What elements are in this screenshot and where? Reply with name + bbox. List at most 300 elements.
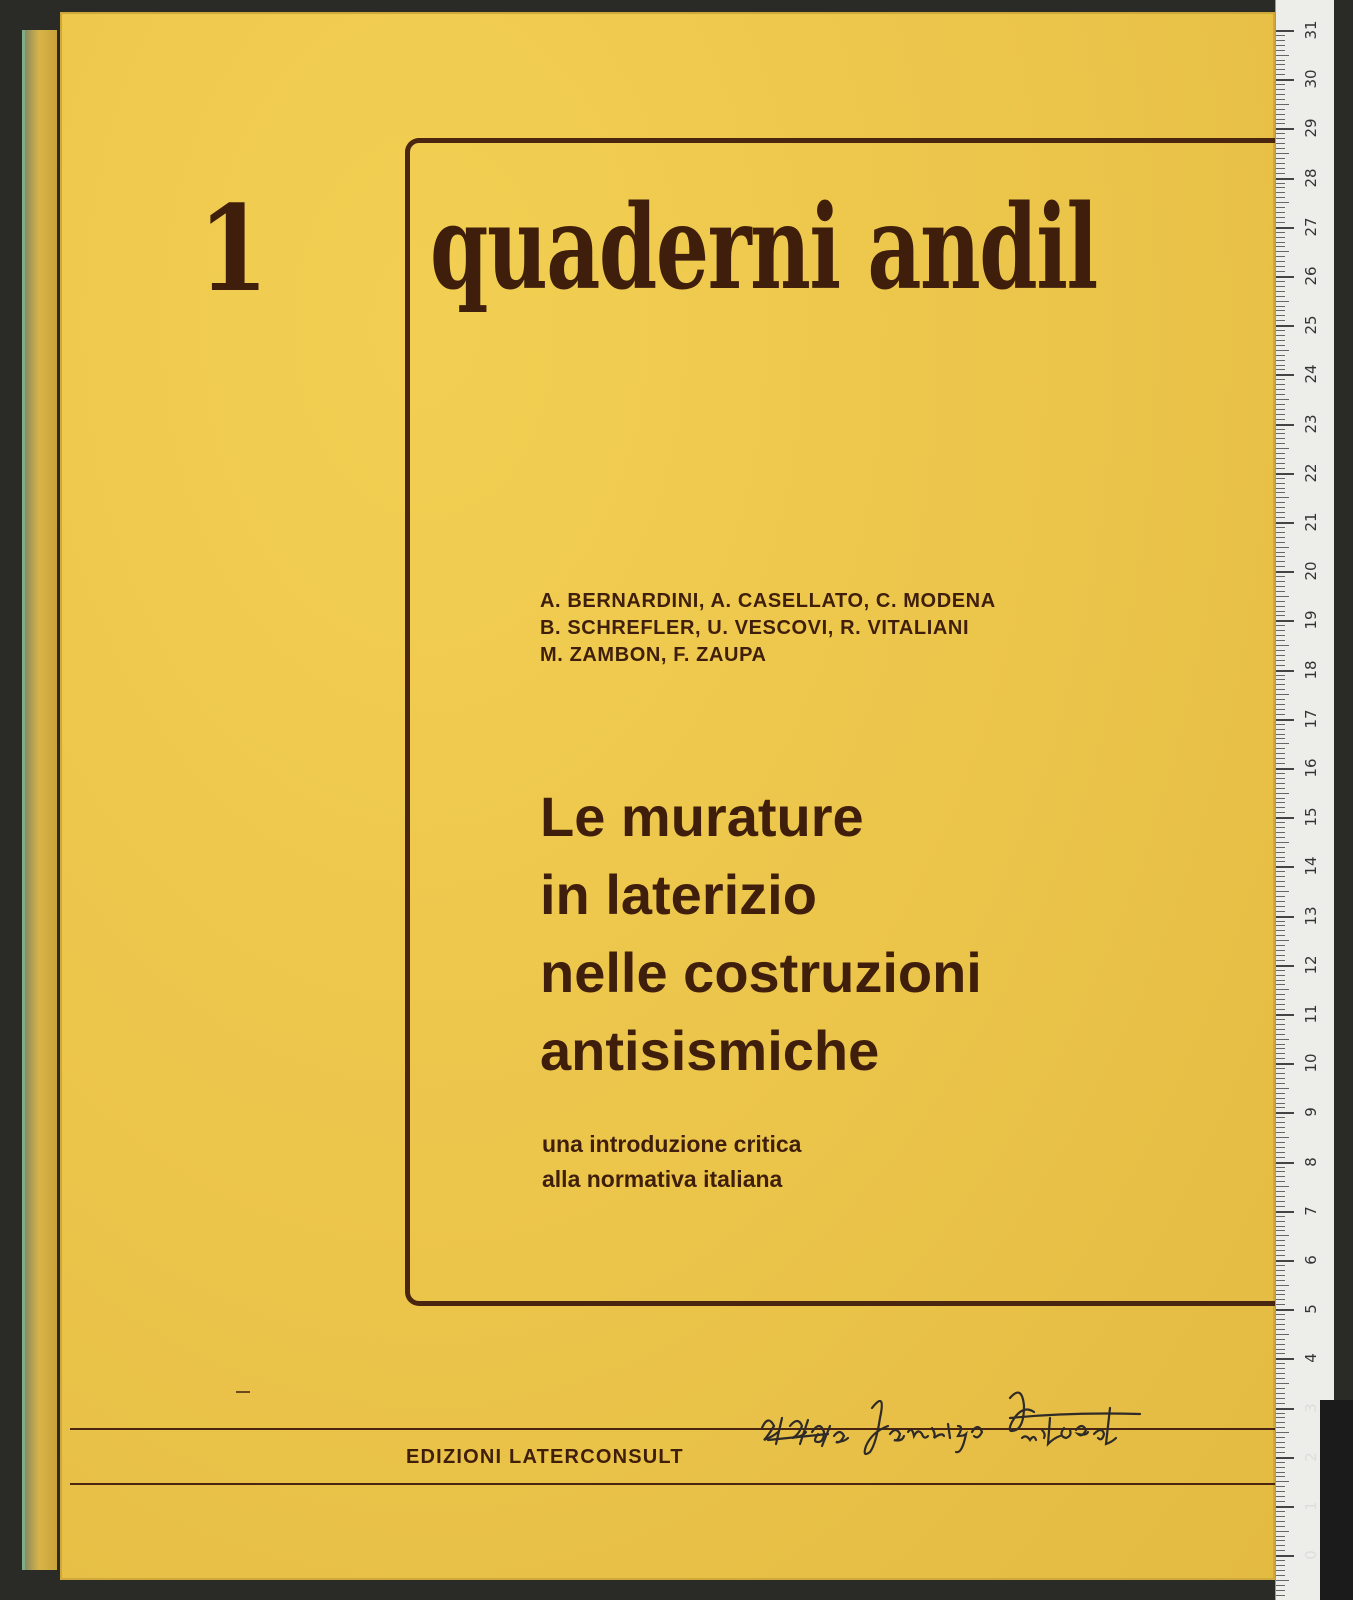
- ruler-tick-minor: [1276, 512, 1285, 513]
- ruler-tick-minor: [1276, 975, 1285, 976]
- ruler-tick-minor: [1276, 330, 1285, 331]
- ruler-tick-minor: [1276, 143, 1285, 144]
- ruler-tick-minor: [1276, 773, 1285, 774]
- ruler-tick-minor: [1276, 665, 1285, 666]
- ruler-tick-minor: [1276, 1585, 1285, 1586]
- ruler-tick-minor: [1276, 911, 1285, 912]
- ruler-tick-label: 5: [1302, 1304, 1320, 1314]
- ruler-tick-label: 10: [1302, 1053, 1320, 1073]
- ruler-tick-minor: [1276, 896, 1285, 897]
- ruler-tick-minor: [1276, 1093, 1285, 1094]
- ruler-tick-minor: [1276, 438, 1285, 439]
- ruler-tick-label: 29: [1302, 118, 1320, 138]
- author-line: B. SCHREFLER, U. VESCOVI, R. VITALIANI: [540, 617, 970, 639]
- ruler-tick-minor: [1276, 1152, 1285, 1153]
- ruler-tick-minor: [1276, 886, 1285, 887]
- ruler-tick-minor: [1276, 994, 1285, 995]
- ruler-tick-minor: [1276, 310, 1285, 311]
- ruler-tick-minor: [1276, 1442, 1285, 1443]
- ruler-tick-minor: [1276, 173, 1285, 174]
- ruler-tick-label: 21: [1302, 512, 1320, 532]
- ruler-tick-minor: [1276, 1127, 1285, 1128]
- ruler-tick-label: 8: [1302, 1156, 1320, 1167]
- ruler-tick-minor: [1276, 1053, 1285, 1054]
- ruler-tick-minor: [1276, 1383, 1289, 1384]
- ruler-tick-minor: [1276, 40, 1285, 41]
- ruler-tick-minor: [1276, 660, 1285, 661]
- ruler-tick-major: [1276, 916, 1294, 918]
- ruler-tick-minor: [1276, 640, 1285, 641]
- ruler-tick-minor: [1276, 891, 1289, 892]
- ruler-tick-minor: [1276, 291, 1285, 292]
- ruler-tick-minor: [1276, 734, 1285, 735]
- ruler-tick-minor: [1276, 635, 1285, 636]
- ruler-tick-minor: [1276, 906, 1285, 907]
- ruler-tick-minor: [1276, 1167, 1285, 1168]
- ruler-tick-minor: [1276, 458, 1285, 459]
- title-line: nelle costruzioni: [540, 941, 982, 1004]
- ruler-tick-minor: [1276, 1324, 1285, 1325]
- ruler-tick-minor: [1276, 881, 1285, 882]
- ruler-tick-minor: [1276, 306, 1285, 307]
- ruler-tick-minor: [1276, 1565, 1285, 1566]
- ruler-tick-minor: [1276, 1447, 1285, 1448]
- ruler-tick-label: 4: [1302, 1353, 1320, 1364]
- ruler-tick-minor: [1276, 1290, 1285, 1291]
- ruler-tick-minor: [1276, 655, 1285, 656]
- ruler-tick-minor: [1276, 645, 1289, 646]
- ruler-tick-minor: [1276, 798, 1285, 799]
- bottom-rule: [70, 1483, 1275, 1485]
- ruler-tick-minor: [1276, 1098, 1285, 1099]
- ruler-tick-minor: [1276, 738, 1285, 739]
- ruler-tick-label: 23: [1302, 414, 1320, 434]
- ruler-tick-minor: [1276, 1270, 1285, 1271]
- ruler-tick-minor: [1276, 1088, 1289, 1089]
- ruler-tick-minor: [1276, 463, 1285, 464]
- ruler-tick-minor: [1276, 409, 1285, 410]
- ruler-tick-minor: [1276, 517, 1285, 518]
- title-line: antisismiche: [540, 1019, 880, 1082]
- ruler-tick-minor: [1276, 1536, 1285, 1537]
- ruler-tick-minor: [1276, 1024, 1285, 1025]
- ruler-tick-minor: [1276, 212, 1285, 213]
- ruler-tick-minor: [1276, 1186, 1289, 1187]
- ruler-tick-minor: [1276, 64, 1285, 65]
- ruler-tick-major: [1276, 670, 1294, 672]
- ruler-tick-minor: [1276, 207, 1285, 208]
- ruler-tick-minor: [1276, 1068, 1285, 1069]
- ruler-tick-minor: [1276, 940, 1289, 941]
- ruler-tick-minor: [1276, 1107, 1285, 1108]
- ruler-tick-minor: [1276, 1398, 1285, 1399]
- ruler-tick-minor: [1276, 1250, 1285, 1251]
- ruler-tick-minor: [1276, 163, 1285, 164]
- ruler-tick-label: 11: [1302, 1004, 1320, 1024]
- ruler-tick-minor: [1276, 980, 1285, 981]
- ruler-tick-minor: [1276, 1462, 1285, 1463]
- ruler-tick-minor: [1276, 261, 1285, 262]
- ruler-tick-minor: [1276, 1304, 1285, 1305]
- ruler-tick-minor: [1276, 615, 1285, 616]
- ruler-tick-minor: [1276, 1103, 1285, 1104]
- ruler-tick-minor: [1276, 1334, 1289, 1335]
- ruler-tick-minor: [1276, 847, 1285, 848]
- subtitle: [542, 1127, 801, 1197]
- ruler-tick-label: 14: [1302, 856, 1320, 876]
- ruler-tick-minor: [1276, 365, 1285, 366]
- ruler-tick-minor: [1276, 945, 1285, 946]
- ruler-tick-minor: [1276, 989, 1289, 990]
- ruler-tick-minor: [1276, 296, 1285, 297]
- ruler-tick-minor: [1276, 679, 1285, 680]
- ruler-tick-minor: [1276, 138, 1285, 139]
- ruler-tick-minor: [1276, 1240, 1285, 1241]
- ruler-tick-minor: [1276, 1363, 1285, 1364]
- ruler-tick-minor: [1276, 748, 1285, 749]
- ruler-tick-minor: [1276, 581, 1285, 582]
- subtitle-line: alla normativa italiana: [542, 1166, 783, 1192]
- ruler-tick-minor: [1276, 901, 1285, 902]
- ruler-tick-major: [1276, 1309, 1294, 1311]
- ruler-tick-minor: [1276, 1157, 1285, 1158]
- ruler-tick-minor: [1276, 1467, 1285, 1468]
- ruler-tick-label: 3: [1302, 1402, 1320, 1413]
- ruler-tick-minor: [1276, 45, 1285, 46]
- ruler-tick-minor: [1276, 1117, 1285, 1118]
- ruler-tick-minor: [1276, 1029, 1285, 1030]
- ruler-tick-minor: [1276, 675, 1285, 676]
- ruler-tick-minor: [1276, 1314, 1285, 1315]
- ruler-tick-minor: [1276, 1181, 1285, 1182]
- ruler-tick-minor: [1276, 1560, 1285, 1561]
- ruler-tick-minor: [1276, 1422, 1285, 1423]
- ruler-tick-major: [1276, 620, 1294, 622]
- ruler-tick-label: 26: [1302, 266, 1320, 286]
- ruler-tick-major: [1276, 965, 1294, 967]
- ruler-tick-minor: [1276, 999, 1285, 1000]
- ruler-tick-major: [1276, 79, 1294, 81]
- ruler-tick-minor: [1276, 1580, 1289, 1581]
- ruler-tick-minor: [1276, 419, 1285, 420]
- ruler-tick-minor: [1276, 1339, 1285, 1340]
- ruler-tick-major: [1276, 374, 1294, 376]
- ruler-tick-minor: [1276, 1196, 1285, 1197]
- ruler-tick-minor: [1276, 197, 1285, 198]
- ruler-tick-major: [1276, 1408, 1294, 1410]
- ruler-tick-minor: [1276, 532, 1285, 533]
- ruler-tick-minor: [1276, 89, 1285, 90]
- authors: [540, 588, 996, 669]
- ruler-tick-minor: [1276, 217, 1285, 218]
- ruler-tick-minor: [1276, 842, 1289, 843]
- ruler-tick-label: 24: [1302, 364, 1320, 384]
- ruler-tick-minor: [1276, 1255, 1285, 1256]
- ruler-tick-minor: [1276, 753, 1285, 754]
- ruler-tick-minor: [1276, 827, 1285, 828]
- ruler-tick-major: [1276, 1211, 1294, 1213]
- ruler-tick-minor: [1276, 1329, 1285, 1330]
- ruler-tick-minor: [1276, 822, 1285, 823]
- ruler-tick-minor: [1276, 1452, 1285, 1453]
- ruler-tick-minor: [1276, 1073, 1285, 1074]
- ruler-tick-minor: [1276, 1044, 1285, 1045]
- ruler-tick-label: 20: [1302, 561, 1320, 581]
- ruler-tick-label: 25: [1302, 315, 1320, 335]
- ruler-tick-minor: [1276, 1393, 1285, 1394]
- ruler-tick-label: 2: [1302, 1452, 1320, 1462]
- ruler-tick-minor: [1276, 1353, 1285, 1354]
- ruler-tick-minor: [1276, 714, 1285, 715]
- ruler-tick-minor: [1276, 1280, 1285, 1281]
- ruler-tick-minor: [1276, 778, 1285, 779]
- ruler-tick-minor: [1276, 970, 1285, 971]
- ruler-tick-minor: [1276, 925, 1285, 926]
- ruler-tick-minor: [1276, 704, 1285, 705]
- ruler-tick-minor: [1276, 724, 1285, 725]
- ruler-tick-minor: [1276, 1083, 1285, 1084]
- ruler-tick-minor: [1276, 601, 1285, 602]
- ruler-tick-minor: [1276, 379, 1285, 380]
- ruler-tick-minor: [1276, 689, 1285, 690]
- ruler-tick-minor: [1276, 1526, 1285, 1527]
- ruler-tick-label: 28: [1302, 168, 1320, 188]
- ruler-tick-minor: [1276, 876, 1285, 877]
- ruler-tick-minor: [1276, 1373, 1285, 1374]
- ruler-tick-minor: [1276, 1230, 1285, 1231]
- ruler-tick-minor: [1276, 709, 1285, 710]
- ruler-tick-minor: [1276, 183, 1285, 184]
- ruler-tick-minor: [1276, 542, 1285, 543]
- ruler-tick-major: [1276, 1162, 1294, 1164]
- ruler-tick-label: 15: [1302, 807, 1320, 827]
- ruler-tick-minor: [1276, 955, 1285, 956]
- ruler-tick-minor: [1276, 1516, 1285, 1517]
- ruler-tick-major: [1276, 1112, 1294, 1114]
- ruler-tick-minor: [1276, 35, 1285, 36]
- ruler-tick-minor: [1276, 1413, 1285, 1414]
- ruler-tick-minor: [1276, 1545, 1285, 1546]
- ruler-tick-major: [1276, 1555, 1294, 1557]
- ruler-tick-major: [1276, 1358, 1294, 1360]
- ruler-tick-minor: [1276, 1319, 1285, 1320]
- ruler-tick-minor: [1276, 556, 1285, 557]
- ruler-tick-minor: [1276, 453, 1285, 454]
- ruler-tick-minor: [1276, 1481, 1289, 1482]
- ruler-tick-minor: [1276, 384, 1285, 385]
- ruler-tick-minor: [1276, 202, 1289, 203]
- ruler-tick-minor: [1276, 443, 1285, 444]
- ruler-tick-minor: [1276, 1285, 1289, 1286]
- ruler-tick-minor: [1276, 1132, 1285, 1133]
- ruler-tick-label: 17: [1302, 709, 1320, 729]
- ruler-tick-major: [1276, 719, 1294, 721]
- ruler-tick-minor: [1276, 350, 1289, 351]
- ruler-tick-minor: [1276, 1226, 1285, 1227]
- ruler-tick-minor: [1276, 1039, 1289, 1040]
- ruler-tick-minor: [1276, 478, 1285, 479]
- ruler-tick-label: 19: [1302, 610, 1320, 630]
- ruler-tick-minor: [1276, 1058, 1285, 1059]
- ruler-tick-minor: [1276, 1595, 1285, 1596]
- ruler-tick-label: 12: [1302, 955, 1320, 975]
- ruler-tick-major: [1276, 571, 1294, 573]
- ruler-tick-minor: [1276, 527, 1285, 528]
- title-line: in laterizio: [540, 863, 817, 926]
- ruler-tick-minor: [1276, 50, 1285, 51]
- ruler-tick-minor: [1276, 788, 1285, 789]
- ruler-tick-minor: [1276, 286, 1285, 287]
- ruler-tick-minor: [1276, 389, 1285, 390]
- ruler-tick-minor: [1276, 232, 1285, 233]
- ruler-tick-minor: [1276, 1486, 1285, 1487]
- ruler-tick-minor: [1276, 950, 1285, 951]
- ruler-tick-minor: [1276, 758, 1285, 759]
- ruler-tick-minor: [1276, 1368, 1285, 1369]
- ruler-tick-minor: [1276, 335, 1285, 336]
- ruler-tick-minor: [1276, 1349, 1285, 1350]
- ruler-tick-minor: [1276, 606, 1285, 607]
- ruler-tick-minor: [1276, 743, 1289, 744]
- ruler-tick-minor: [1276, 699, 1285, 700]
- ruler-tick-label: 16: [1302, 758, 1320, 778]
- ruler-tick-minor: [1276, 547, 1289, 548]
- ruler-tick-minor: [1276, 1019, 1285, 1020]
- ruler-tick-minor: [1276, 1221, 1285, 1222]
- ruler-tick-minor: [1276, 414, 1285, 415]
- ruler-end: [1320, 1400, 1353, 1600]
- ruler-tick-minor: [1276, 281, 1285, 282]
- ruler-tick-minor: [1276, 1048, 1285, 1049]
- ruler-tick-minor: [1276, 315, 1285, 316]
- ruler-tick-minor: [1276, 793, 1289, 794]
- ruler-tick-minor: [1276, 301, 1289, 302]
- series-title: quaderni andil: [430, 180, 1097, 316]
- ruler-tick-minor: [1276, 448, 1289, 449]
- ruler-tick-minor: [1276, 94, 1285, 95]
- ruler-tick-minor: [1276, 857, 1285, 858]
- ruler-tick-minor: [1276, 694, 1289, 695]
- ruler-tick-minor: [1276, 537, 1285, 538]
- ruler-tick-minor: [1276, 148, 1285, 149]
- author-line: A. BERNARDINI, A. CASELLATO, C. MODENA: [540, 590, 996, 612]
- ruler-tick-minor: [1276, 1540, 1285, 1541]
- ruler-tick-minor: [1276, 596, 1289, 597]
- ruler-tick-minor: [1276, 1299, 1285, 1300]
- ruler-tick-minor: [1276, 246, 1285, 247]
- ruler-tick-minor: [1276, 1575, 1285, 1576]
- publisher-name: EDIZIONI LATERCONSULT: [406, 1446, 684, 1468]
- ruler-tick-minor: [1276, 1378, 1285, 1379]
- subtitle-line: una introduzione critica: [542, 1131, 802, 1157]
- ruler-tick-minor: [1276, 1403, 1285, 1404]
- ruler-tick-major: [1276, 1063, 1294, 1065]
- ruler-tick-minor: [1276, 611, 1285, 612]
- ruler-tick-minor: [1276, 1009, 1285, 1010]
- ruler-tick-minor: [1276, 502, 1285, 503]
- ruler-tick-minor: [1276, 399, 1289, 400]
- ruler-tick-minor: [1276, 119, 1285, 120]
- issue-number: 1: [198, 179, 269, 318]
- ruler-tick-minor: [1276, 1245, 1285, 1246]
- ruler-tick-minor: [1276, 242, 1285, 243]
- ruler-tick-minor: [1276, 586, 1285, 587]
- ruler-tick-minor: [1276, 1531, 1289, 1532]
- ruler-tick-minor: [1276, 55, 1289, 56]
- ruler-tick-label: 27: [1302, 217, 1320, 237]
- ruler-tick-minor: [1276, 1171, 1285, 1172]
- ruler-tick-minor: [1276, 1078, 1285, 1079]
- ruler-tick-minor: [1276, 256, 1285, 257]
- ruler-tick-minor: [1276, 369, 1285, 370]
- ruler-tick-minor: [1276, 591, 1285, 592]
- ruler-tick-label: 7: [1302, 1206, 1320, 1216]
- ruler-tick-minor: [1276, 852, 1285, 853]
- ruler-tick-minor: [1276, 1590, 1285, 1591]
- ruler-tick-minor: [1276, 1235, 1289, 1236]
- ruler-tick-major: [1276, 1506, 1294, 1508]
- ruler-tick-label: 30: [1302, 69, 1320, 89]
- book-spine: [22, 30, 57, 1570]
- dash-mark: [236, 1391, 250, 1393]
- ruler-tick-minor: [1276, 650, 1285, 651]
- ruler-tick-label: 9: [1302, 1107, 1320, 1118]
- ruler-tick-minor: [1276, 251, 1289, 252]
- ruler-tick-minor: [1276, 930, 1285, 931]
- ruler-tick-major: [1276, 276, 1294, 278]
- ruler-tick-minor: [1276, 1417, 1285, 1418]
- ruler-tick-major: [1276, 1260, 1294, 1262]
- ruler-tick-minor: [1276, 266, 1285, 267]
- ruler-tick-major: [1276, 1014, 1294, 1016]
- ruler-tick-minor: [1276, 507, 1285, 508]
- ruler-tick-minor: [1276, 630, 1285, 631]
- ruler-tick-minor: [1276, 960, 1285, 961]
- ruler-tick-minor: [1276, 1201, 1285, 1202]
- ruler-tick-minor: [1276, 355, 1285, 356]
- ruler-tick-minor: [1276, 812, 1285, 813]
- ruler-tick-minor: [1276, 345, 1285, 346]
- ruler-tick-minor: [1276, 576, 1285, 577]
- ruler-tick-minor: [1276, 566, 1285, 567]
- ruler-tick-major: [1276, 128, 1294, 130]
- ruler-tick-minor: [1276, 74, 1285, 75]
- ruler-tick-label: 22: [1302, 463, 1320, 483]
- ruler-tick-minor: [1276, 158, 1285, 159]
- ruler-tick-minor: [1276, 1472, 1285, 1473]
- ruler-tick-label: 6: [1302, 1255, 1320, 1265]
- ruler-tick-minor: [1276, 729, 1285, 730]
- ruler-tick-minor: [1276, 1344, 1285, 1345]
- ruler-tick-minor: [1276, 492, 1285, 493]
- ruler-tick-major: [1276, 522, 1294, 524]
- ruler-tick-minor: [1276, 625, 1285, 626]
- ruler-tick-minor: [1276, 133, 1285, 134]
- ruler-tick-major: [1276, 817, 1294, 819]
- ruler-tick-minor: [1276, 1432, 1289, 1433]
- ruler-tick-minor: [1276, 1491, 1285, 1492]
- ruler-tick-major: [1276, 178, 1294, 180]
- ruler-tick-minor: [1276, 429, 1285, 430]
- ruler-tick-minor: [1276, 561, 1285, 562]
- ruler-tick-minor: [1276, 153, 1289, 154]
- ruler-tick-minor: [1276, 433, 1285, 434]
- ruler-tick-minor: [1276, 1265, 1285, 1266]
- ruler-tick-minor: [1276, 552, 1285, 553]
- ruler-tick-minor: [1276, 1142, 1285, 1143]
- ruler-tick-major: [1276, 1457, 1294, 1459]
- ruler-tick-minor: [1276, 1437, 1285, 1438]
